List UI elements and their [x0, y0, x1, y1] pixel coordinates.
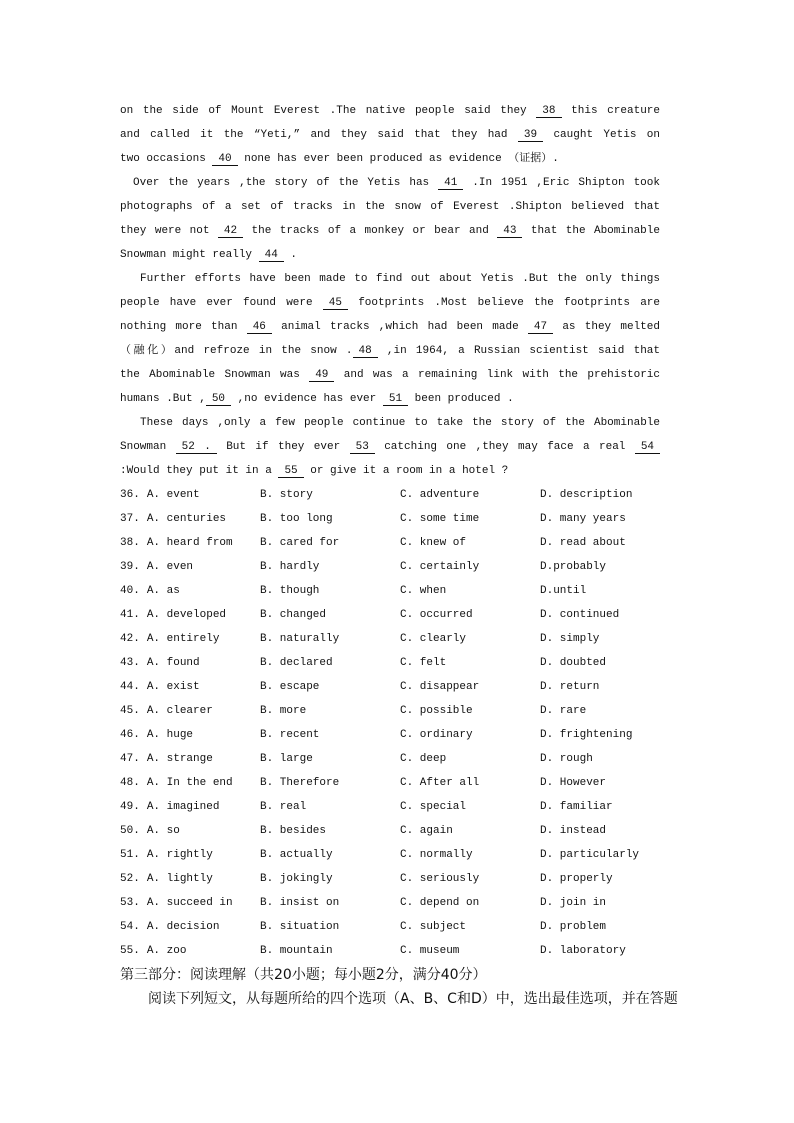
passage-text: been produced . [408, 393, 514, 405]
passage-line [120, 99, 660, 123]
passage-text: they were not [120, 225, 218, 237]
option-a: A. clearer [146, 705, 213, 717]
question-number: 52. [120, 873, 140, 885]
option-d: D. familiar [540, 801, 613, 813]
option-cell [120, 891, 260, 915]
option-cell [540, 627, 680, 651]
question-number: 51. [120, 849, 140, 861]
passage-text: These days ,only a few people continue to take the story of the Abominable [140, 417, 660, 429]
option-cell [120, 507, 260, 531]
option-c: C. again [400, 825, 453, 837]
option-d: D. particularly [540, 849, 640, 861]
blank-43: 43 [497, 225, 522, 238]
option-cell [400, 723, 540, 747]
passage-text: none has ever been produced as evidence （证据）. [237, 153, 559, 165]
option-cell [400, 867, 540, 891]
blank-45: 45 [323, 297, 348, 310]
option-cell [400, 771, 540, 795]
option-cell [260, 867, 400, 891]
option-cell [540, 771, 680, 795]
question-number: 55. [120, 945, 140, 957]
option-cell [540, 483, 680, 507]
option-cell [540, 507, 680, 531]
blank-52: 52 . [176, 441, 217, 454]
blank-53: 53 [350, 441, 375, 454]
option-cell [260, 603, 400, 627]
option-cell [120, 915, 260, 939]
option-cell [120, 651, 260, 675]
option-d: D. many years [540, 513, 626, 525]
option-cell [540, 555, 680, 579]
option-a: A. event [146, 489, 200, 501]
passage-line [120, 435, 660, 459]
question-row [120, 939, 680, 963]
option-b: B. jokingly [260, 873, 333, 885]
passage-text: or give it a room in a hotel ? [303, 465, 509, 477]
option-a: A. so [146, 825, 180, 837]
option-cell [260, 675, 400, 699]
option-d: D. read about [540, 537, 626, 549]
option-cell [260, 555, 400, 579]
option-b: B. Therefore [260, 777, 340, 789]
option-c: C. seriously [400, 873, 480, 885]
passage-line [120, 387, 660, 411]
option-b: B. recent [260, 729, 320, 741]
passage-text: ,no evidence has ever [231, 393, 383, 405]
question-row [120, 819, 680, 843]
section-heading: 第三部分：阅读理解（共20小题；每小题2分，满分40分） [120, 967, 487, 983]
question-row [120, 507, 680, 531]
option-d: D. rare [540, 705, 587, 717]
option-cell [540, 867, 680, 891]
passage-text: the Abominable Snowman was [120, 369, 310, 381]
passage-text: people have ever found were [120, 297, 323, 309]
passage-text: the tracks of a monkey or bear and [243, 225, 498, 237]
option-cell [540, 603, 680, 627]
option-cell [260, 579, 400, 603]
option-cell [540, 579, 680, 603]
option-c: C. normally [400, 849, 473, 861]
question-number: 39. [120, 561, 140, 573]
option-cell [260, 915, 400, 939]
option-a: A. decision [146, 921, 220, 933]
passage-line [120, 123, 660, 147]
passage-text: photographs of a set of tracks in the snow of Everest .Shipton believed that [120, 201, 660, 213]
option-a: A. entirely [146, 633, 220, 645]
option-cell [400, 891, 540, 915]
option-cell [540, 723, 680, 747]
option-cell [120, 843, 260, 867]
option-cell [120, 699, 260, 723]
passage-line [120, 219, 660, 243]
option-d: D. However [540, 777, 607, 789]
reading-section [120, 963, 720, 1011]
blank-47: 47 [528, 321, 553, 334]
option-cell [120, 867, 260, 891]
blank-38: 38 [536, 105, 561, 118]
option-cell [260, 507, 400, 531]
option-cell [260, 627, 400, 651]
passage-line [120, 339, 660, 363]
passage-text: . [283, 249, 298, 261]
option-cell [400, 675, 540, 699]
option-b: B. mountain [260, 945, 333, 957]
option-cell [540, 651, 680, 675]
question-row [120, 891, 680, 915]
blank-55: 55 [278, 465, 303, 478]
answer-options-list [120, 483, 680, 963]
passage-text: Further efforts have been made to find out about Yetis .But the only things [140, 273, 660, 285]
question-row [120, 867, 680, 891]
option-cell [260, 747, 400, 771]
option-a: A. found [146, 657, 200, 669]
option-c: C. possible [400, 705, 473, 717]
passage-text: ,in 1964, a Russian scientist said that [377, 345, 660, 357]
option-a: A. lightly [146, 873, 213, 885]
question-row [120, 483, 680, 507]
question-number: 41. [120, 609, 140, 621]
passage-text: Snowman [120, 441, 176, 453]
option-d: D. problem [540, 921, 607, 933]
option-b: B. insist on [260, 897, 340, 909]
passage-text: two occasions [120, 153, 213, 165]
option-b: B. though [260, 585, 320, 597]
question-number: 54. [120, 921, 140, 933]
question-number: 46. [120, 729, 140, 741]
question-number: 45. [120, 705, 140, 717]
blank-48: 48 [353, 345, 378, 358]
question-number: 40. [120, 585, 140, 597]
option-cell [400, 483, 540, 507]
option-cell [540, 747, 680, 771]
option-b: B. declared [260, 657, 333, 669]
passage-text: （融化）and refroze in the snow . [120, 345, 353, 357]
question-number: 53. [120, 897, 140, 909]
option-c: C. disappear [400, 681, 480, 693]
option-cell [400, 627, 540, 651]
cloze-passage [120, 99, 660, 483]
option-c: C. After all [400, 777, 480, 789]
option-cell [400, 699, 540, 723]
option-d: D.probably [540, 561, 607, 573]
passage-text: as they melted [553, 321, 660, 333]
question-number: 37. [120, 513, 140, 525]
option-b: B. changed [260, 609, 327, 621]
blank-49: 49 [309, 369, 334, 382]
option-cell [260, 483, 400, 507]
question-number: 50. [120, 825, 140, 837]
option-d: D. description [540, 489, 633, 501]
question-row [120, 699, 680, 723]
option-c: C. special [400, 801, 467, 813]
option-c: C. some time [400, 513, 480, 525]
question-number: 38. [120, 537, 140, 549]
blank-51: 51 [383, 393, 408, 406]
passage-text: that the Abominable [522, 225, 660, 237]
blank-46: 46 [247, 321, 272, 334]
option-cell [260, 939, 400, 963]
question-row [120, 747, 680, 771]
option-b: B. more [260, 705, 307, 717]
option-a: A. imagined [146, 801, 220, 813]
passage-line [120, 315, 660, 339]
option-cell [260, 651, 400, 675]
option-c: C. museum [400, 945, 460, 957]
option-c: C. when [400, 585, 447, 597]
option-a: A. rightly [146, 849, 213, 861]
passage-line [120, 459, 660, 483]
option-a: A. heard from [146, 537, 233, 549]
option-a: A. In the end [146, 777, 233, 789]
question-row [120, 579, 680, 603]
option-d: D. frightening [540, 729, 633, 741]
option-d: D. continued [540, 609, 620, 621]
section-instruction: 阅读下列短文，从每题所给的四个选项（A、B、C和D）中，选出最佳选项，并在答题 [148, 991, 678, 1007]
passage-text: humans .But , [120, 393, 206, 405]
option-cell [400, 507, 540, 531]
option-cell [540, 675, 680, 699]
option-c: C. deep [400, 753, 447, 765]
passage-text: catching one ,they may face a real [374, 441, 635, 453]
option-cell [400, 915, 540, 939]
passage-text: .In 1951 ,Eric Shipton took [463, 177, 660, 189]
option-cell [400, 747, 540, 771]
option-b: B. real [260, 801, 307, 813]
option-b: B. cared for [260, 537, 340, 549]
option-d: D. doubted [540, 657, 607, 669]
option-b: B. situation [260, 921, 340, 933]
question-number: 49. [120, 801, 140, 813]
option-cell [260, 891, 400, 915]
option-cell [260, 843, 400, 867]
passage-text: footprints .Most believe the footprints are [348, 297, 660, 309]
option-cell [400, 531, 540, 555]
passage-text: on the side of Mount Everest .The native people said they [120, 105, 537, 117]
option-d: D. simply [540, 633, 600, 645]
option-cell [120, 795, 260, 819]
option-cell [540, 843, 680, 867]
option-cell [400, 555, 540, 579]
option-cell [540, 819, 680, 843]
option-b: B. too long [260, 513, 333, 525]
option-c: C. clearly [400, 633, 467, 645]
option-c: C. subject [400, 921, 467, 933]
passage-line [120, 291, 660, 315]
option-d: D. return [540, 681, 600, 693]
blank-42: 42 [218, 225, 243, 238]
option-cell [540, 939, 680, 963]
option-d: D. instead [540, 825, 607, 837]
option-cell [260, 723, 400, 747]
question-row [120, 651, 680, 675]
option-c: C. felt [400, 657, 447, 669]
question-row [120, 531, 680, 555]
option-b: B. story [260, 489, 313, 501]
option-cell [540, 795, 680, 819]
option-a: A. zoo [146, 945, 187, 957]
option-b: B. large [260, 753, 313, 765]
question-row [120, 675, 680, 699]
option-cell [540, 891, 680, 915]
option-cell [120, 579, 260, 603]
option-d: D. laboratory [540, 945, 626, 957]
option-c: C. certainly [400, 561, 480, 573]
blank-54: 54 [635, 441, 660, 454]
option-cell [260, 795, 400, 819]
option-cell [400, 939, 540, 963]
option-a: A. exist [146, 681, 200, 693]
passage-text: Snowman might really [120, 249, 259, 261]
question-number: 43. [120, 657, 140, 669]
option-cell [120, 627, 260, 651]
option-a: A. strange [146, 753, 213, 765]
option-cell [540, 531, 680, 555]
option-cell [400, 579, 540, 603]
option-b: B. besides [260, 825, 327, 837]
option-b: B. hardly [260, 561, 320, 573]
question-row [120, 723, 680, 747]
option-cell [120, 939, 260, 963]
question-row [120, 843, 680, 867]
question-number: 44. [120, 681, 140, 693]
passage-line [120, 243, 660, 267]
option-c: C. depend on [400, 897, 480, 909]
option-a: A. as [146, 585, 180, 597]
option-c: C. ordinary [400, 729, 473, 741]
option-a: A. developed [146, 609, 227, 621]
passage-line [120, 363, 660, 387]
passage-text: Over the years ,the story of the Yetis has [133, 177, 439, 189]
passage-text: nothing more than [120, 321, 247, 333]
blank-44: 44 [259, 249, 284, 262]
option-cell [400, 795, 540, 819]
question-row [120, 627, 680, 651]
question-number: 36. [120, 489, 140, 501]
option-cell [260, 819, 400, 843]
option-cell [120, 723, 260, 747]
option-cell [120, 483, 260, 507]
option-cell [120, 675, 260, 699]
option-cell [540, 915, 680, 939]
option-a: A. centuries [146, 513, 227, 525]
passage-text: :Would they put it in a [120, 465, 279, 477]
question-row [120, 771, 680, 795]
passage-line [120, 267, 660, 291]
option-d: D.until [540, 585, 587, 597]
option-b: B. escape [260, 681, 320, 693]
option-cell [120, 819, 260, 843]
option-cell [120, 531, 260, 555]
question-row [120, 603, 680, 627]
question-row [120, 915, 680, 939]
question-number: 47. [120, 753, 140, 765]
option-d: D. properly [540, 873, 613, 885]
question-number: 48. [120, 777, 140, 789]
option-cell [540, 699, 680, 723]
option-cell [260, 699, 400, 723]
option-cell [400, 819, 540, 843]
passage-text: and called it the “Yeti,” and they said that they had [120, 129, 518, 141]
question-number: 42. [120, 633, 140, 645]
option-cell [120, 771, 260, 795]
option-b: B. actually [260, 849, 333, 861]
option-cell [260, 771, 400, 795]
option-c: C. occurred [400, 609, 473, 621]
option-b: B. naturally [260, 633, 340, 645]
blank-39: 39 [518, 129, 543, 142]
blank-50: 50 [206, 393, 231, 406]
option-c: C. adventure [400, 489, 480, 501]
option-d: D. join in [540, 897, 607, 909]
option-cell [400, 603, 540, 627]
option-cell [120, 555, 260, 579]
passage-text: caught Yetis on [543, 129, 660, 141]
option-a: A. huge [146, 729, 194, 741]
passage-text: animal tracks ,which had been made [271, 321, 528, 333]
option-cell [260, 531, 400, 555]
passage-text: and was a remaining link with the prehistoric [334, 369, 660, 381]
option-d: D. rough [540, 753, 593, 765]
passage-line [120, 147, 660, 171]
option-cell [400, 843, 540, 867]
passage-line [120, 171, 660, 195]
blank-41: 41 [438, 177, 463, 190]
option-a: A. succeed in [146, 897, 233, 909]
option-cell [120, 747, 260, 771]
passage-text: But if they ever [216, 441, 350, 453]
question-row [120, 795, 680, 819]
option-cell [120, 603, 260, 627]
passage-text: this creature [561, 105, 660, 117]
passage-line [120, 411, 660, 435]
option-a: A. even [146, 561, 194, 573]
option-cell [400, 651, 540, 675]
question-row [120, 555, 680, 579]
blank-40: 40 [212, 153, 237, 166]
option-c: C. knew of [400, 537, 467, 549]
passage-line [120, 195, 660, 219]
